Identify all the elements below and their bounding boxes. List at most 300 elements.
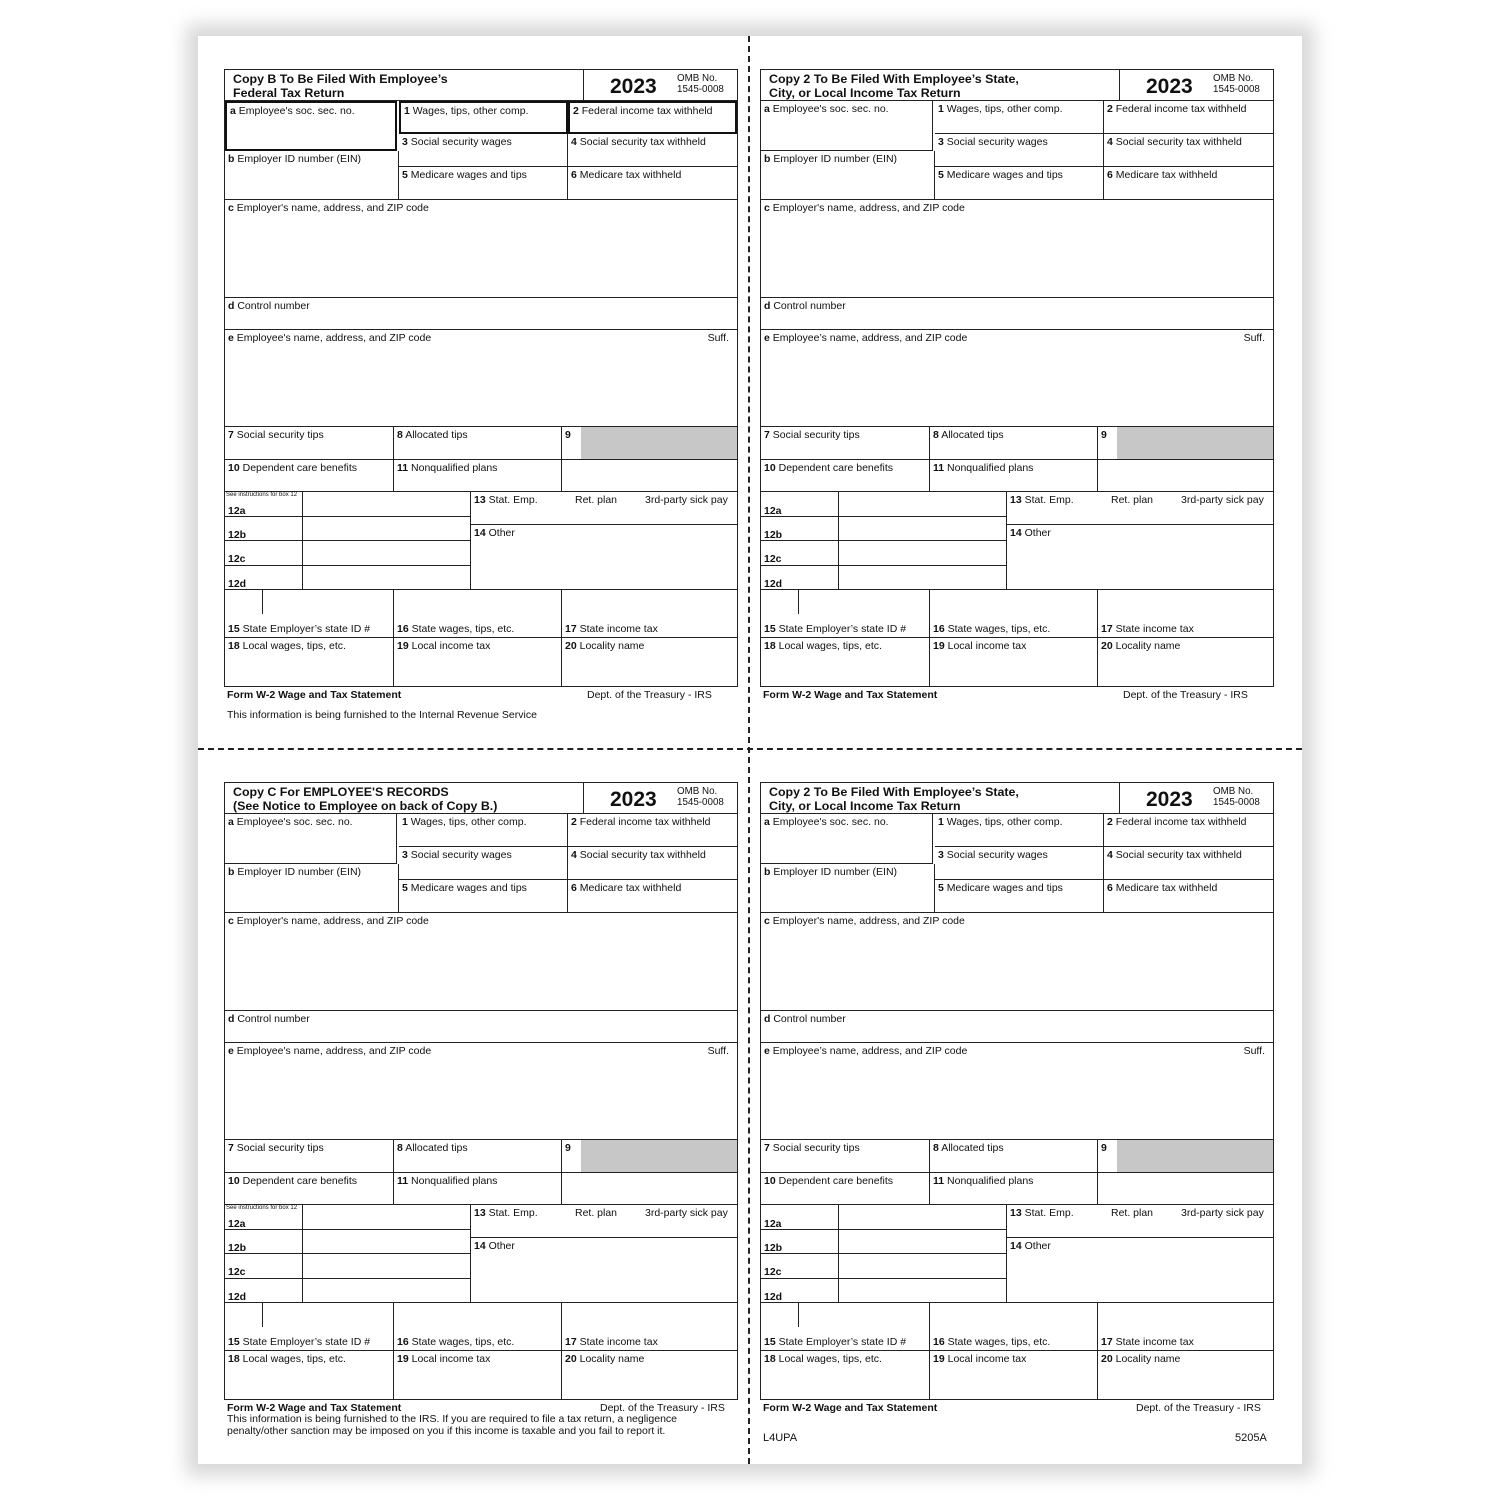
box-number: b [228,153,235,165]
field-label-text: Social security tax withheld [579,136,706,148]
box-12c-code[interactable] [761,541,839,566]
field-label [228,1353,346,1365]
omb-number [677,73,724,95]
field-label-text: State income tax [1115,1336,1194,1348]
box-12a-code[interactable] [761,1205,839,1230]
field-label-text: Social security wages [410,136,512,148]
field-label-text: Local income tax [411,640,491,652]
field-label-text: Medicare tax withheld [1115,882,1218,894]
omb-number [677,786,724,808]
field-label [938,103,1063,115]
box-number: 20 [1101,1353,1113,1365]
box-b-ein[interactable] [761,864,935,913]
box-number: 20 [565,640,577,652]
box-9-shaded [581,1140,737,1172]
box-3-ss-wages[interactable] [399,134,568,167]
field-label [1101,640,1180,652]
box-12a-amount[interactable] [303,492,471,517]
field-label: 16 State wages, tips, etc. [397,623,515,635]
box-12d-amount[interactable] [303,1279,471,1304]
box-12b-amount[interactable] [839,1230,1007,1255]
box-e-employee[interactable] [225,1043,737,1140]
field-label [571,849,706,861]
box-12a-code[interactable] [225,1205,303,1230]
vertical-perforation [748,36,750,1464]
box-b-ein[interactable] [225,864,399,913]
sick-pay-label: 3rd-party sick pay [645,1207,728,1219]
box-12c-amount[interactable] [839,1254,1007,1279]
field-label-text: Local wages, tips, etc. [242,640,346,652]
box-13-checkboxes[interactable] [1007,492,1273,525]
box-number: 6 [1107,169,1113,181]
box-number: 10 [228,1175,240,1187]
field-label [228,915,429,927]
box-19-local-tax[interactable] [930,638,1098,686]
box-12a-code[interactable] [225,492,303,517]
box-7-ss-tips[interactable] [225,427,394,460]
box-1-wages[interactable] [399,101,568,134]
box-4-ss-tax[interactable] [1104,847,1273,880]
field-label [764,1013,846,1025]
box-4-ss-tax[interactable] [568,847,737,880]
field-label-text: Nonqualified plans [947,1175,1034,1187]
box-5-medicare-wages[interactable] [399,880,568,913]
box-12a-amount[interactable] [839,492,1007,517]
field-label-text: Employer's name, address, and ZIP code [236,202,429,214]
box-number: 9 [1101,429,1107,441]
box-12-instructions: See instructions for box 12 [226,1205,298,1211]
year-omb-box [1120,70,1273,101]
irs-notice: This information is being furnished to the Internal Revenue Service [227,709,537,721]
omb-value: 1545-0008 [1213,797,1260,808]
box-12d-amount[interactable] [839,566,1007,591]
box-12b-code[interactable] [761,1230,839,1255]
box-20-locality[interactable] [1098,638,1273,686]
treasury-label: Dept. of the Treasury - IRS [1136,1402,1261,1414]
box-5-medicare-wages[interactable] [935,167,1104,200]
box-number: 14 [474,1240,486,1252]
box-12c-code[interactable] [225,1254,303,1279]
box-d-control[interactable] [761,298,1273,330]
box-blank[interactable] [562,1173,737,1205]
field-label-text: Federal income tax withheld [1115,816,1247,828]
field-label-text: Other [1024,527,1051,539]
omb-number [1213,73,1260,95]
box-12d-amount[interactable] [303,566,471,591]
box-3-ss-wages[interactable] [399,847,568,880]
box-18-local-wages[interactable] [225,1351,394,1399]
field-label: 17 State income tax [565,623,658,635]
box-15-state[interactable] [225,590,394,638]
box-11-nonqualified[interactable] [930,1173,1098,1205]
field-label-text: Medicare tax withheld [579,882,682,894]
field-label-text: State wages, tips, etc. [411,1336,515,1348]
box-number: a [764,103,770,115]
field-label [228,429,324,441]
box-10-dependent-care[interactable] [225,1173,394,1205]
box-12d-code[interactable] [761,1279,839,1304]
box-number: 9 [1101,1142,1107,1154]
box-5-medicare-wages[interactable] [399,167,568,200]
box-14-other[interactable] [471,1238,737,1303]
box-2-fed-tax[interactable] [1104,101,1273,134]
field-label-text: Social security wages [410,849,512,861]
box-6-medicare-tax[interactable] [568,880,737,913]
box-number: d [228,1013,235,1025]
box-12-code-label: 12a [764,505,782,517]
box-1-wages[interactable] [935,101,1104,134]
field-label-text: Control number [773,300,846,312]
box-10-dependent-care[interactable] [761,1173,930,1205]
field-label: 15 State Employer’s state ID # [764,1336,907,1348]
box-12b-amount[interactable] [303,517,471,542]
box-1-wages[interactable] [935,814,1104,847]
box-number: 3 [402,849,408,861]
copy-title-box [225,783,584,814]
field-label-text: Locality name [579,1353,645,1365]
field-label [402,816,527,828]
sick-pay-label: 3rd-party sick pay [1181,1207,1264,1219]
field-label [764,1175,893,1187]
box-number: 18 [228,640,240,652]
box-12d-amount[interactable] [839,1279,1007,1304]
box-c-employer[interactable] [761,913,1273,1011]
field-label-text: Control number [773,1013,846,1025]
ret-plan-label: Ret. plan [575,494,618,506]
box-12d-code[interactable] [225,566,303,591]
field-label [938,169,1063,181]
field-label-text: Employee’s name, address, and ZIP code [772,1045,968,1057]
box-number: 7 [764,1142,770,1154]
omb-label: OMB No. [677,786,718,797]
box-c-employer[interactable] [225,913,737,1011]
box-14-other[interactable] [1007,525,1273,590]
field-label [764,866,897,878]
box-b-ein[interactable] [225,151,399,200]
copy-b-form [224,69,738,759]
state-divider [262,1303,263,1327]
omb-number [1213,786,1260,808]
field-label-text: Local wages, tips, etc. [778,640,882,652]
box-e-employee[interactable] [761,330,1273,427]
box-12c-amount[interactable] [303,541,471,566]
treasury-label: Dept. of the Treasury - IRS [1123,689,1248,701]
field-label [397,462,497,474]
field-label [228,640,346,652]
field-label [764,202,965,214]
box-number: 2 [1107,103,1113,115]
field-label-text: Federal income tax withheld [579,816,711,828]
box-10-dependent-care[interactable] [225,460,394,492]
box-number: d [228,300,235,312]
box-a-ssn[interactable] [225,814,397,864]
box-9-number-cell [562,1140,581,1172]
box-number: 11 [397,1175,409,1187]
field-label [397,1353,490,1365]
box-12a-amount[interactable] [839,1205,1007,1230]
field-label-text: Employer's name, address, and ZIP code [236,915,429,927]
omb-label: OMB No. [1213,73,1254,84]
box-number: a [230,105,236,117]
stat-emp-text: Stat. Emp. [488,494,538,506]
box-16-state-wages[interactable] [930,1303,1098,1351]
w2-form [224,782,738,1400]
box-7-ss-tips[interactable] [761,1140,930,1173]
field-label-text: Local income tax [411,1353,491,1365]
box-12b-code[interactable] [225,517,303,542]
box-18-local-wages[interactable] [761,1351,930,1399]
box-12a-code[interactable] [761,492,839,517]
field-label-text: Dependent care benefits [778,462,894,474]
field-label [764,153,897,165]
field-label-text: State wages, tips, etc. [947,1336,1051,1348]
box-11-nonqualified[interactable] [394,1173,562,1205]
box-12a-amount[interactable] [303,1205,471,1230]
ret-plan-label: Ret. plan [575,1207,618,1219]
box-7-ss-tips[interactable] [225,1140,394,1173]
field-label-text: Social security tax withheld [1115,136,1242,148]
field-label-text: Medicare wages and tips [946,882,1063,894]
box-number: 18 [228,1353,240,1365]
box-12c-amount[interactable] [839,541,1007,566]
field-label-text: Wages, tips, other comp. [946,816,1063,828]
box-8-allocated-tips[interactable] [930,1140,1098,1173]
box-15-state[interactable] [225,1303,394,1351]
box-12b-code[interactable] [761,517,839,542]
box-number: 14 [1010,527,1022,539]
box-13-checkboxes[interactable] [471,1205,737,1238]
field-label-text: Other [488,1240,515,1252]
field-label: 17 State income tax [1101,1336,1194,1348]
w2-form [760,782,1274,1400]
box-number: 5 [938,882,944,894]
box-11-nonqualified[interactable] [930,460,1098,492]
stat-emp-label: 13 Stat. Emp. [474,494,538,506]
box-blank[interactable] [562,460,737,492]
omb-value: 1545-0008 [1213,84,1260,95]
year-omb-box [1120,783,1273,814]
suffix-label: Suff. [1243,1045,1265,1057]
field-label-text: State Employer’s state ID # [778,623,907,635]
field-label-text: Employee's name, address, and ZIP code [236,332,432,344]
tax-year: 2023 [610,788,657,811]
box-number: c [764,202,770,214]
box-6-medicare-tax[interactable] [568,167,737,200]
box-2-fed-tax[interactable] [1104,814,1273,847]
box-2-fed-tax[interactable] [568,101,737,134]
box-6-medicare-tax[interactable] [1104,167,1273,200]
box-number: 3 [402,136,408,148]
field-label [764,103,889,115]
box-12d-code[interactable] [761,566,839,591]
box-number: e [228,332,234,344]
box-3-ss-wages[interactable] [935,847,1104,880]
box-4-ss-tax[interactable] [568,134,737,167]
box-10-dependent-care[interactable] [761,460,930,492]
box-11-nonqualified[interactable] [394,460,562,492]
box-12c-code[interactable] [225,541,303,566]
box-12c-amount[interactable] [303,1254,471,1279]
box-12-code-label: 12d [764,577,783,590]
box-12b-amount[interactable] [839,517,1007,542]
ret-plan-label: Ret. plan [1111,1207,1154,1219]
ret-plan-label: Ret. plan [1111,494,1154,506]
box-9 [1098,427,1273,460]
year-omb-box [584,70,737,101]
box-number: 5 [402,169,408,181]
box-13-checkboxes[interactable] [1007,1205,1273,1238]
suffix-label: Suff. [707,332,729,344]
box-number: 19 [933,1353,945,1365]
state-divider [798,590,799,614]
field-label-text: Allocated tips [405,429,468,441]
box-8-allocated-tips[interactable] [394,427,562,460]
field-label-text: Social security tips [236,1142,324,1154]
box-number: 1 [938,103,944,115]
box-9 [562,1140,737,1173]
copy-2-top-form [760,69,1274,759]
box-number: 8 [933,1142,939,1154]
box-16-state-wages[interactable] [930,590,1098,638]
box-e-employee[interactable] [761,1043,1273,1140]
field-label-text: Employer ID number (EIN) [237,153,362,165]
box-blank[interactable] [1098,1173,1273,1205]
box-e-employee[interactable] [225,330,737,427]
field-label [228,332,431,344]
box-18-local-wages[interactable] [225,638,394,686]
box-19-local-tax[interactable] [394,1351,562,1399]
sick-pay-label: 3rd-party sick pay [1181,494,1264,506]
box-d-control[interactable] [225,298,737,330]
box-9-number-cell [1098,427,1117,459]
field-label [228,1175,357,1187]
state-divider [262,590,263,614]
box-5-medicare-wages[interactable] [935,880,1104,913]
box-number: 11 [933,462,945,474]
stat-emp-text: Stat. Emp. [1024,494,1074,506]
box-number: 9 [565,1142,571,1154]
box-number: 18 [764,640,776,652]
field-label-text: Employer's name, address, and ZIP code [772,202,965,214]
box-number: c [764,915,770,927]
box-c-employer[interactable] [225,200,737,298]
box-a-ssn[interactable] [225,101,397,151]
box-15-state[interactable] [761,1303,930,1351]
field-label-text: Social security tips [236,429,324,441]
box-14-other[interactable] [471,525,737,590]
copy-title-line2: Federal Tax Return [233,85,345,100]
box-number: b [228,866,235,878]
field-label-text: State income tax [1115,623,1194,635]
box-18-local-wages[interactable] [761,638,930,686]
field-label [228,202,429,214]
box-d-control[interactable] [761,1011,1273,1043]
box-17-state-tax[interactable] [562,590,737,638]
box-6-medicare-tax[interactable] [1104,880,1273,913]
field-label [933,640,1026,652]
box-a-ssn[interactable] [761,101,933,151]
field-label [402,849,512,861]
w2-form [760,69,1274,687]
box-2-fed-tax[interactable] [568,814,737,847]
box-15-state[interactable] [761,590,930,638]
box-d-control[interactable] [225,1011,737,1043]
box-8-allocated-tips[interactable] [394,1140,562,1173]
field-label-text: Nonqualified plans [411,462,498,474]
box-20-locality[interactable] [1098,1351,1273,1399]
field-label [228,866,361,878]
field-label-text: Social security tax withheld [579,849,706,861]
field-label-text: Medicare wages and tips [410,882,527,894]
box-16-state-wages[interactable] [394,1303,562,1351]
field-label-text: Control number [237,1013,310,1025]
omb-value: 1545-0008 [677,797,724,808]
box-number: d [764,1013,771,1025]
box-17-state-tax[interactable] [1098,1303,1273,1351]
box-number: 19 [933,640,945,652]
box-a-ssn[interactable] [761,814,933,864]
box-12-code-label: 12a [228,1218,246,1230]
field-label-text: State Employer’s state ID # [242,623,371,635]
box-20-locality[interactable] [562,1351,737,1399]
box-3-ss-wages[interactable] [935,134,1104,167]
box-c-employer[interactable] [761,200,1273,298]
field-label-text: Dependent care benefits [242,462,358,474]
box-4-ss-tax[interactable] [1104,134,1273,167]
box-blank[interactable] [1098,460,1273,492]
field-label [933,429,1004,441]
box-8-allocated-tips[interactable] [930,427,1098,460]
field-label-text: Dependent care benefits [778,1175,894,1187]
form-code-right: 5205A [1235,1432,1267,1444]
box-17-state-tax[interactable] [562,1303,737,1351]
box-12-code-label: 12c [764,1266,782,1278]
irs-notice [227,1414,677,1437]
box-9-shaded [1117,427,1273,459]
box-19-local-tax[interactable] [930,1351,1098,1399]
box-16-state-wages[interactable] [394,590,562,638]
form-name: Form W-2 Wage and Tax Statement [227,1402,402,1414]
box-12b-amount[interactable] [303,1230,471,1255]
field-label [402,169,527,181]
field-label [1107,136,1242,148]
field-label-text: Employer ID number (EIN) [773,866,898,878]
box-1-wages[interactable] [399,814,568,847]
box-7-ss-tips[interactable] [761,427,930,460]
box-13-checkboxes[interactable] [471,492,737,525]
box-19-local-tax[interactable] [394,638,562,686]
year-omb-box [584,783,737,814]
field-label: 15 State Employer’s state ID # [228,623,371,635]
box-number: 10 [228,462,240,474]
box-12-code-label: 12d [228,577,247,590]
box-14-other[interactable] [1007,1238,1273,1303]
box-17-state-tax[interactable] [1098,590,1273,638]
box-9-number-cell [1098,1140,1117,1172]
field-label: 16 State wages, tips, etc. [933,1336,1051,1348]
box-b-ein[interactable] [761,151,935,200]
stat-emp-label: 13 Stat. Emp. [1010,1207,1074,1219]
box-12b-code[interactable] [225,1230,303,1255]
box-20-locality[interactable] [562,638,737,686]
field-label [764,300,846,312]
treasury-label: Dept. of the Treasury - IRS [600,1402,725,1414]
box-12c-code[interactable] [761,1254,839,1279]
box-12d-code[interactable] [225,1279,303,1304]
field-label [228,462,357,474]
field-label-text: Employer ID number (EIN) [237,866,362,878]
box-12-code-label: 12b [764,528,783,541]
